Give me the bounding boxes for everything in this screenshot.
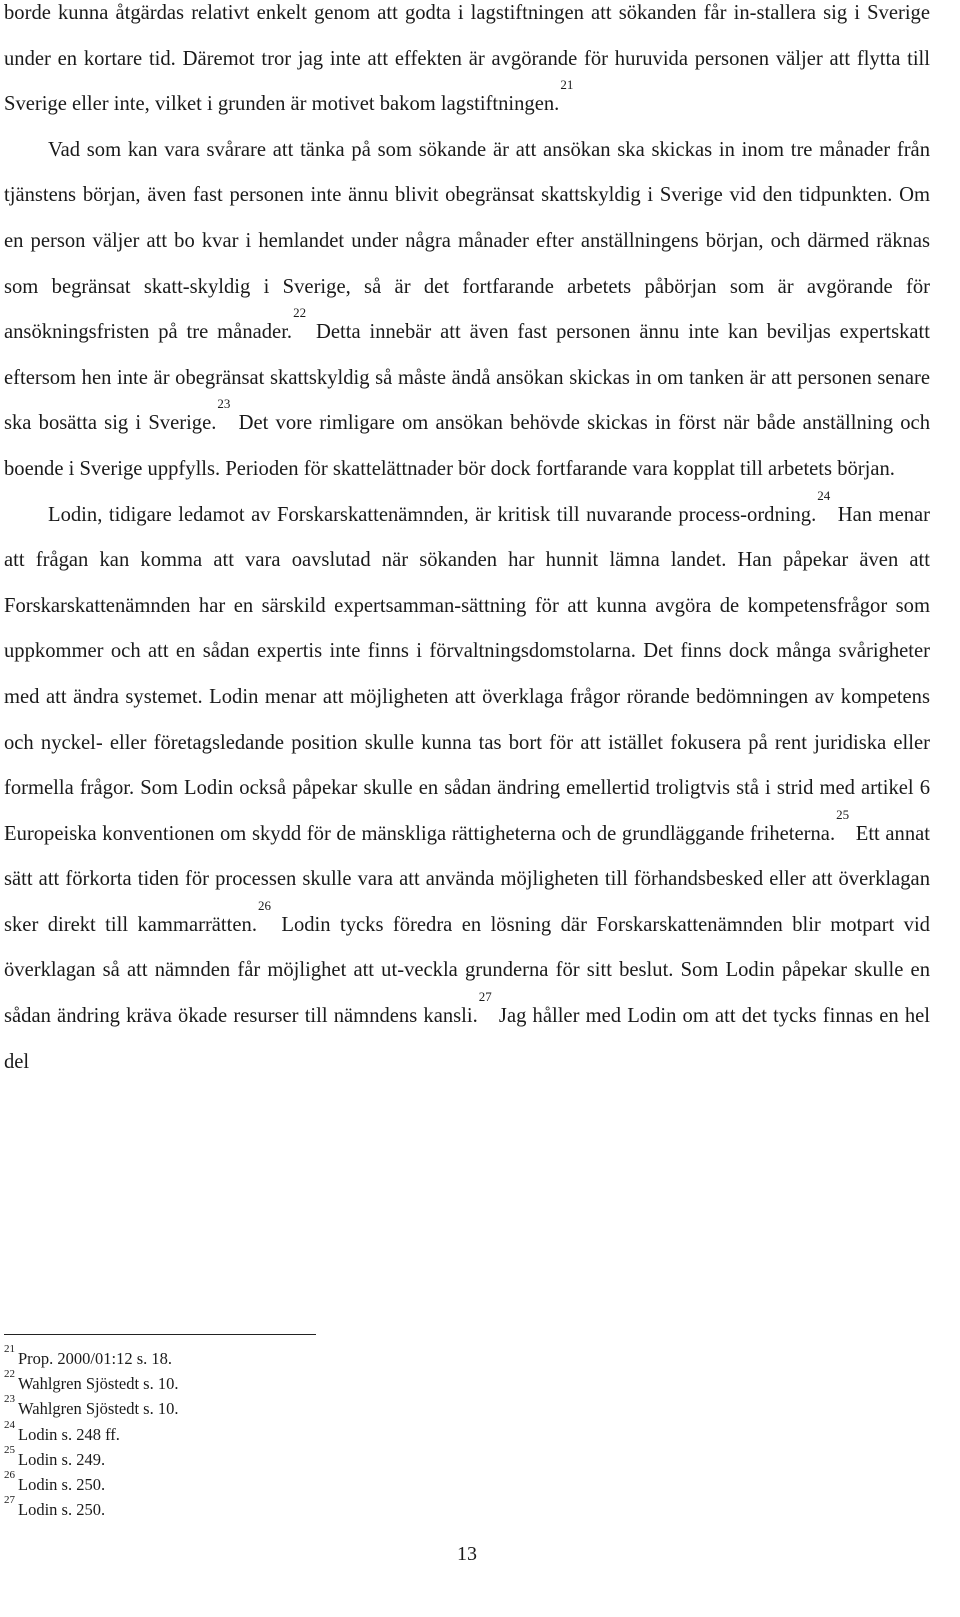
- footnote-text: Lodin s. 250.: [18, 1475, 106, 1495]
- footnote-reference[interactable]: 21: [560, 77, 574, 93]
- paragraph-text: Vad som kan vara svårare att tänka på som sökande är att ansökan ska skickas in inom tre månader från tjänstens början, även fast personen inte ännu blivit obegränsat skattskyldig i Sverige vid den tidpunkten. Om en person väljer att bo kvar i hemlandet under några månader efter anställningens början, och därmed räknas som begränsat skatt-skyldig i Sverige, så är det fortfarande arbetets påbörjan som är avgörande för ansökningsfristen på tre månader.: [4, 138, 930, 344]
- footnote-item: [4, 1443, 930, 1472]
- footnote-reference[interactable]: 24: [817, 487, 831, 503]
- page-number: 13: [457, 1543, 477, 1565]
- footnote-item: [4, 1393, 930, 1421]
- footnote-reference[interactable]: 22: [293, 305, 307, 321]
- footnote-separator: [4, 1334, 316, 1335]
- footnote-reference[interactable]: 25: [836, 806, 850, 822]
- paragraph-text: Ett annat sätt att förkorta tiden för processen skulle vara att använda möjligheten till förhandsbesked eller att överklagan sker direkt till kammarrätten.: [4, 822, 930, 936]
- footnote-item: [4, 1343, 930, 1371]
- footnotes: [4, 1343, 930, 1522]
- footnote-number: 24: [4, 1418, 15, 1431]
- footnote-text: Wahlgren Sjöstedt s. 10.: [18, 1399, 179, 1419]
- footnote-reference[interactable]: 27: [478, 989, 492, 1005]
- body-text: [4, 0, 930, 1085]
- paragraph-text: Jag håller med Lodin om att det tycks finnas en hel del: [4, 1005, 930, 1073]
- footnote-text: Wahlgren Sjöstedt s. 10.: [18, 1374, 179, 1394]
- footnote-number: 26: [4, 1469, 15, 1482]
- paragraph-text: Lodin tycks föredra en lösning där Forskarskattenämnden blir motpart vid överklagan så att nämnden får möjlighet att ut-veckla grunderna för sitt beslut. Som Lodin påpekar skulle en sådan ändring kräva ökade resurser till nämndens kansli.: [4, 913, 930, 1028]
- paragraph: [4, 487, 931, 1086]
- paragraph: [4, 128, 930, 493]
- footnote-number: 23: [4, 1393, 15, 1406]
- footnote-item: [4, 1469, 930, 1497]
- footnote-item: [4, 1494, 930, 1522]
- paragraph-text: Lodin, tidigare ledamot av Forskarskattenämnden, är kritisk till nuvarande process-ordning.: [48, 503, 817, 526]
- paragraph-text: Det vore rimligare om ansökan behövde skickas in först när både anställning och boende i Sverige uppfylls. Perioden för skattelättnader bör dock fortfarande vara kopplat till arbetets början.: [4, 412, 930, 480]
- paragraph-text: borde kunna åtgärdas relativt enkelt genom att godta i lagstiftningen att sökanden får in-stallera sig i Sverige under en kortare tid. Däremot tror jag inte att effekten är avgörande för huruvida personen väljer att flytta till Sverige eller inte, vilket i grunden är motivet bakom lagstiftningen.: [4, 2, 930, 116]
- footnote-text: Lodin s. 249.: [18, 1449, 106, 1469]
- footnote-reference[interactable]: 26: [257, 897, 271, 913]
- footnote-text: Prop. 2000/01:12 s. 18.: [18, 1349, 173, 1368]
- footnote-reference[interactable]: 23: [217, 396, 231, 412]
- footnote-number: 22: [4, 1368, 15, 1381]
- footnote-text: Lodin s. 248 ff.: [18, 1424, 120, 1444]
- paragraph-text: Han menar att frågan kan komma att vara oavslutad när sökanden har hunnit lämna landet. Han påpekar även att Forskarskattenämnden har en särskild expertsamman-sättning för att kunna avgöra de kompetensfrågor som uppkommer och att en sådan expertis inte finns i förvaltningsdomstolarna. Det finns dock många svårigheter med att ändra systemet. Lodin menar att möjligheten att överklaga frågor rörande bedömningen av kompetens och nyckel- eller företagsledande position skulle kunna tas bort för att istället fokusera på rent juridiska eller formella frågor. Som Lodin också påpekar skulle en sådan ändring emellertid troligtvis stå i strid med artikel 6 Europeiska konventionen om skydd för de mänskliga rättigheterna och de grundläggande friheterna.: [4, 503, 931, 845]
- footnote-number: 25: [4, 1443, 15, 1456]
- document-page: [4, 0, 930, 1617]
- footnote-number: 21: [4, 1343, 15, 1355]
- paragraph: [4, 0, 930, 128]
- footnote-item: [4, 1418, 930, 1447]
- footnote-text: Lodin s. 250.: [18, 1500, 106, 1520]
- paragraph-text: Detta innebär att även fast personen ännu inte kan beviljas expertskatt eftersom hen inte är obegränsat skattskyldig så måste ändå ansökan skickas in om tanken är att personen senare ska bosätta sig i Sverige.: [4, 321, 931, 435]
- footnote-number: 27: [4, 1494, 15, 1507]
- footnote-item: [4, 1368, 930, 1396]
